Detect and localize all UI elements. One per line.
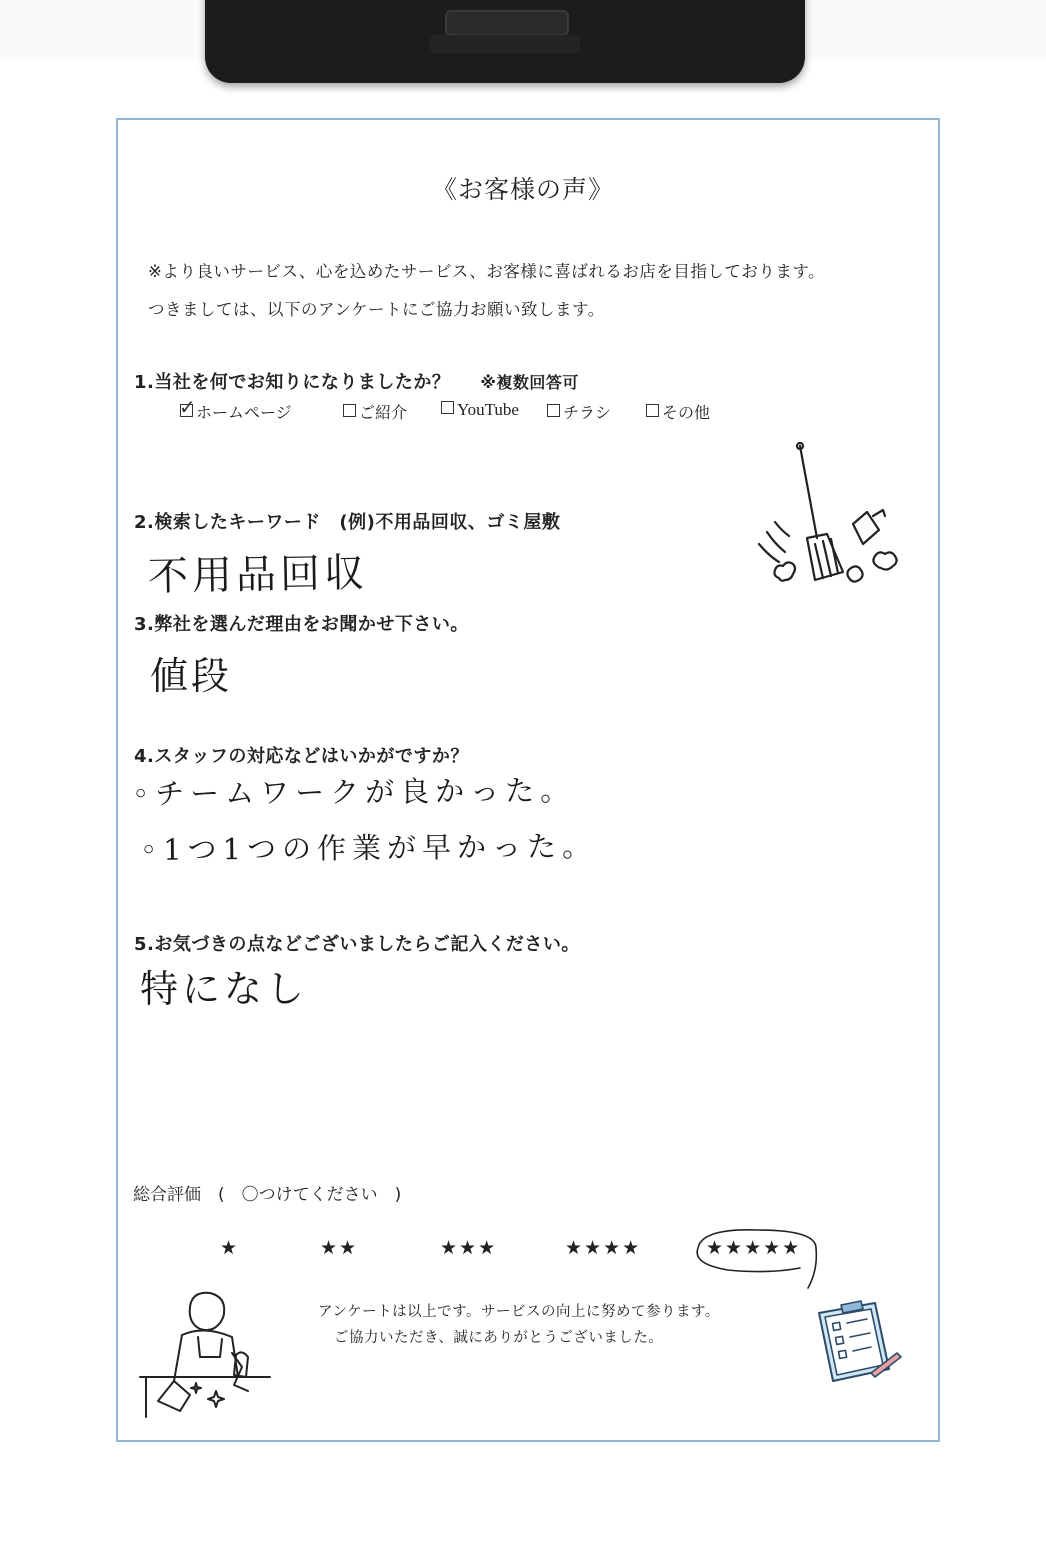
question-1 (134, 368, 579, 394)
clip-slot-lower (430, 35, 580, 53)
clip-slot (445, 10, 569, 36)
broom-icon (745, 440, 915, 610)
rating-option-1[interactable]: ★ (220, 1237, 240, 1259)
rating-option-5[interactable]: ★★★★★ (706, 1237, 802, 1259)
option-youtube-label: YouTube (457, 400, 519, 419)
overall-rating-label: 総合評価 ( 〇つけてください ) (133, 1185, 402, 1205)
question-3-label: 3.弊社を選んだ理由をお聞かせ下さい。 (134, 614, 469, 635)
option-homepage-label: ホームページ (196, 403, 292, 422)
question-5-label: 5.お気づきの点などございましたらご記入ください。 (134, 934, 580, 955)
intro-line-2: つきましては、以下のアンケートにご協力お願い致します。 (148, 300, 605, 319)
option-homepage[interactable] (179, 395, 292, 423)
staff-cleaning-icon (138, 1285, 278, 1425)
check-mark-icon: ✓ (179, 395, 196, 419)
question-2-label: 2.検索したキーワード (例)不用品回収、ゴミ屋敷 (134, 512, 561, 533)
option-youtube[interactable] (441, 400, 519, 420)
option-other[interactable] (646, 400, 710, 423)
checkbox-referral[interactable] (343, 404, 356, 417)
question-4-answer-1: ◦チームワークが良かった。 (131, 773, 576, 811)
rating-option-2[interactable]: ★★ (320, 1237, 359, 1259)
clipboard-clip (205, 0, 805, 83)
clipboard-checklist-icon (805, 1295, 905, 1395)
option-referral-label: ご紹介 (359, 403, 408, 422)
intro-line-1: ※より良いサービス、心を込めたサービス、お客様に喜ばれるお店を目指しております。 (148, 262, 825, 281)
question-1-note: ※複数回答可 (480, 373, 579, 392)
rating-option-3[interactable]: ★★★ (440, 1237, 498, 1259)
question-1-label: 1.当社を何でお知りになりましたか？ (134, 372, 451, 393)
checkbox-flyer[interactable] (547, 404, 560, 417)
question-5-answer: 特になし (140, 967, 309, 1011)
checkbox-youtube[interactable] (441, 401, 454, 414)
option-flyer[interactable] (547, 400, 611, 423)
question-3-answer: 値段 (150, 654, 233, 698)
option-flyer-label: チラシ (563, 403, 612, 422)
question-4-answer-2: ◦1つ1つの作業が早かった。 (139, 829, 598, 867)
checkbox-homepage[interactable] (179, 395, 196, 419)
option-referral[interactable] (343, 400, 407, 423)
checkbox-other[interactable] (646, 404, 659, 417)
option-other-label: その他 (662, 403, 711, 422)
question-4-label: 4.スタッフの対応などはいかがですか？ (134, 746, 469, 767)
thanks-line-2: ご協力いただき、誠にありがとうございました。 (334, 1330, 664, 1346)
rating-option-4[interactable]: ★★★★ (565, 1237, 642, 1259)
rating-circle-mark (688, 1218, 828, 1298)
question-2-answer: 不用品回収 (147, 550, 369, 600)
thanks-line-1: アンケートは以上です。サービスの向上に努めて参ります。 (318, 1304, 720, 1320)
survey-title: 《お客様の声》 (431, 175, 614, 204)
